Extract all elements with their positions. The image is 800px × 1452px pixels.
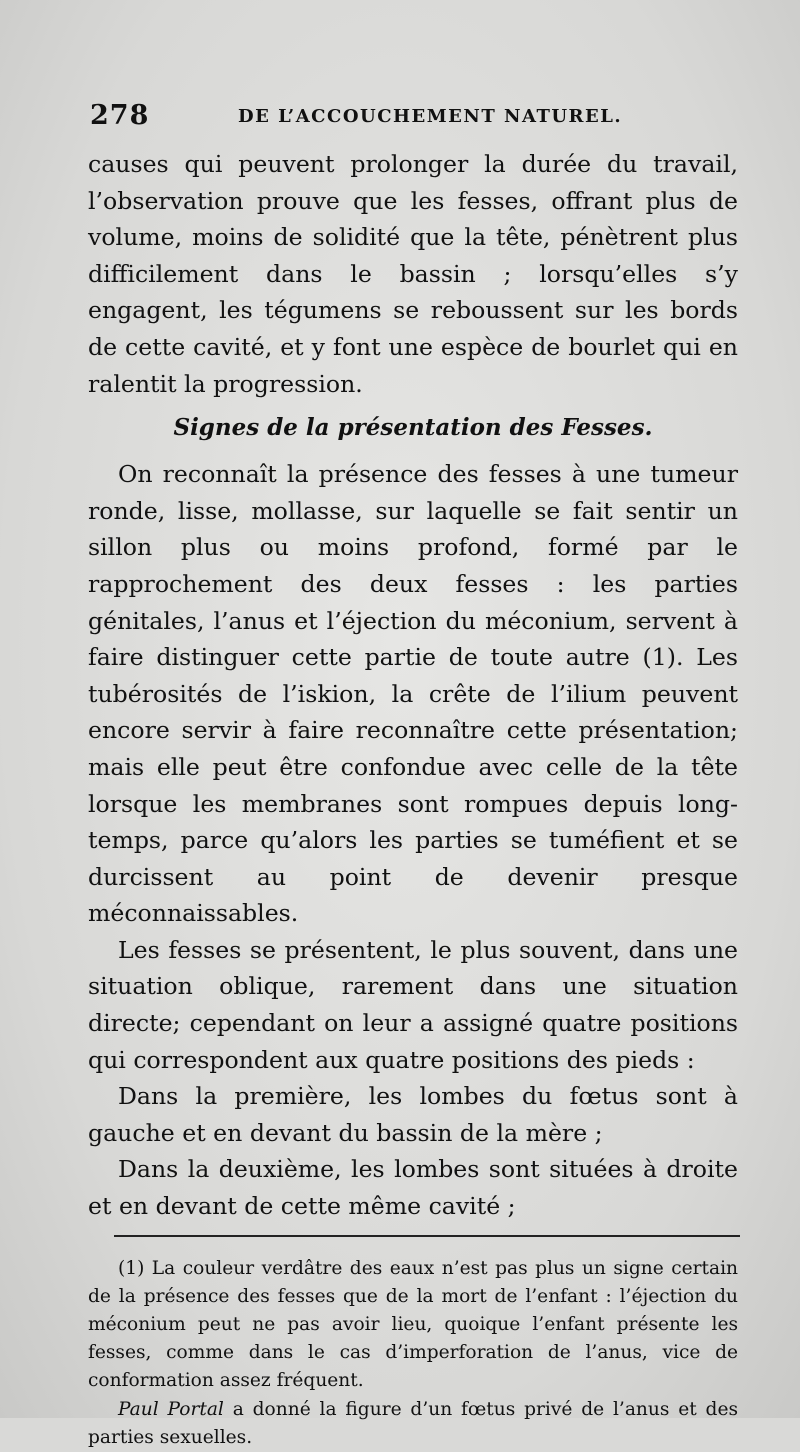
footnote — [88, 1396, 738, 1452]
footnote-divider — [114, 1235, 740, 1237]
footnote-text: a donné la figure d’un fœtus privé de l’anus et des parties sexuelles. — [88, 1398, 739, 1448]
page-number: 278 — [90, 100, 150, 131]
paragraph: On reconnaît la présence des fesses à une tumeur ronde, lisse, mollasse, sur laquelle se fait sentir un sillon plus ou moins profond, formé par le rapprochement des deux fesses : les parties génitales, l’anus et l’éjection du méconium, servent à faire distinguer cette partie de toute autre (1). Les tubérosités de l’iskion, la crête de l’ilium peuvent encore servir à faire reconnaître cette présentation; mais elle peut être confondue avec celle de la tête lorsque les membranes sont rompues depuis long-temps, parce qu’alors les parties se tuméfient et se durcissent au point de devenir presque méconnaissables. — [88, 460, 738, 928]
running-title: DE L’ACCOUCHEMENT NATUREL. — [238, 106, 623, 127]
footnote: (1) La couleur verdâtre des eaux n’est pas plus un signe certain de la présence des fesses que de la mort de l’enfant : l’éjection du méconium peut ne pas avoir lieu, quoique l’enfant présente les fesses, comme dans le cas d’imperforation de l’anus, vice de conformation assez fréquent. — [88, 1257, 738, 1392]
paragraph: Dans la première, les lombes du fœtus sont à gauche et en devant du bassin de la mère ; — [88, 1082, 738, 1147]
footnote-author: Paul Portal — [118, 1398, 224, 1420]
page-header — [88, 100, 738, 138]
footnotes — [88, 1255, 738, 1452]
paragraph: Dans la deuxième, les lombes sont situées à droite et en devant de cette même cavité ; — [88, 1155, 738, 1221]
paragraph: causes qui peuvent prolonger la durée du travail, l’observation prouve que les fesses, offrant plus de volume, moins de solidité que la tête, pénètrent plus difficilement dans le bassin ; lorsqu’elles s’y engagent, les tégumens se reboussent sur les bords de cette cavité, et y font une espèce de bourlet qui en ralentit la progression. — [88, 150, 738, 398]
section-heading: Signes de la présentation des Fesses. — [173, 414, 653, 442]
main-text — [88, 146, 738, 1225]
paragraph: Les fesses se présentent, le plus souvent, dans une situation oblique, rarement dans une situation directe; cependant on leur a assigné quatre positions qui correspondent aux quatre positions des pieds : — [88, 935, 738, 1074]
